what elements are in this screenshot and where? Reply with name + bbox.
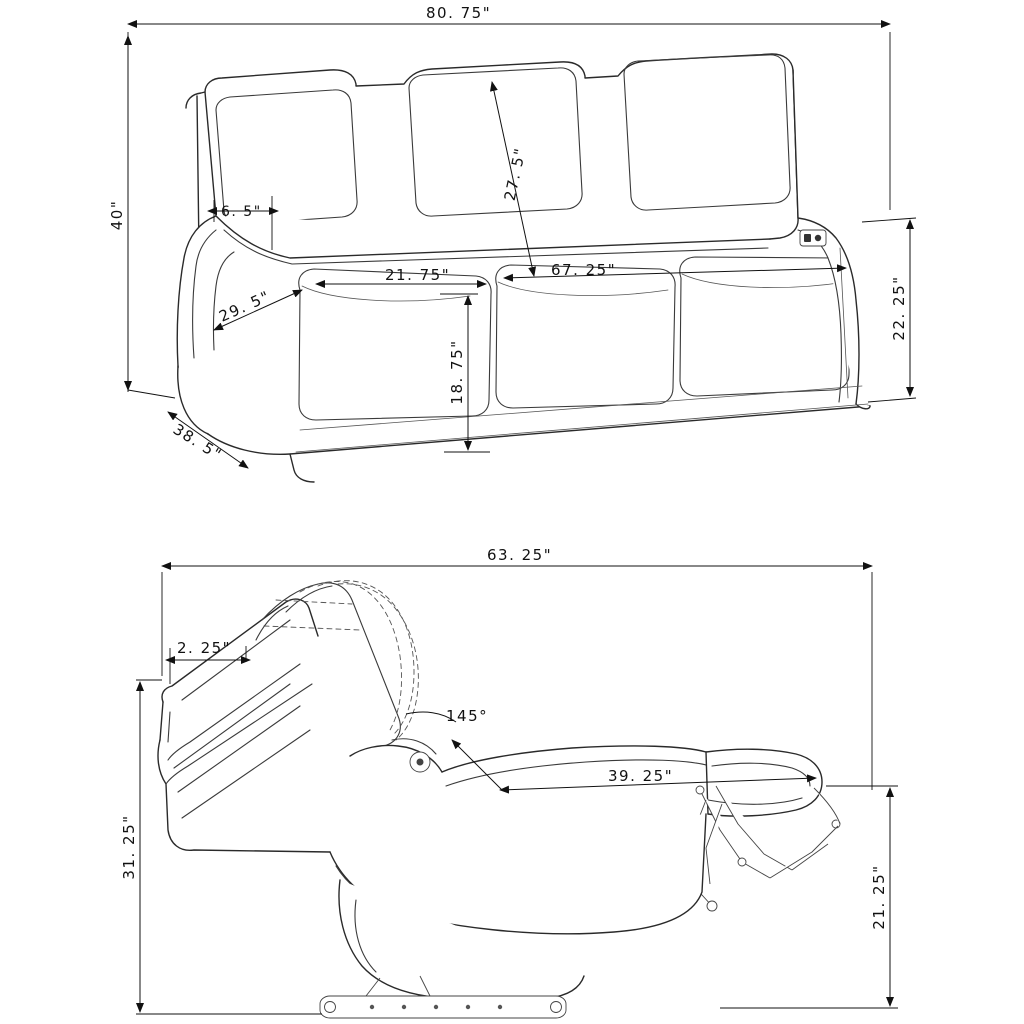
dim-seat-height: 18. 75" <box>448 339 466 405</box>
dim-reclined-length: 63. 25" <box>487 546 553 564</box>
dim-overall-width: 80. 75" <box>426 4 492 22</box>
dim-seat-width-one: 21. 75" <box>385 266 451 284</box>
dim-back-height-right: 22. 25" <box>890 275 908 341</box>
dim-reclined-height: 31. 25" <box>120 814 138 880</box>
dim-recline-angle: 145° <box>446 707 489 725</box>
dim-footrest-height: 21. 25" <box>870 864 888 930</box>
dim-seat-width-three: 67. 25" <box>551 261 617 279</box>
dim-seat-depth-side: 29. 5" <box>216 287 274 326</box>
dim-depth: 38. 5" <box>169 420 226 465</box>
dim-footrest-length: 39. 25" <box>608 767 674 785</box>
dim-arm-width: 6. 5" <box>221 204 262 220</box>
dim-seat-back-height: 27. 5" <box>500 145 530 203</box>
dim-headrest-offset: 2. 25" <box>177 639 232 657</box>
dim-overall-height: 40" <box>108 199 126 231</box>
